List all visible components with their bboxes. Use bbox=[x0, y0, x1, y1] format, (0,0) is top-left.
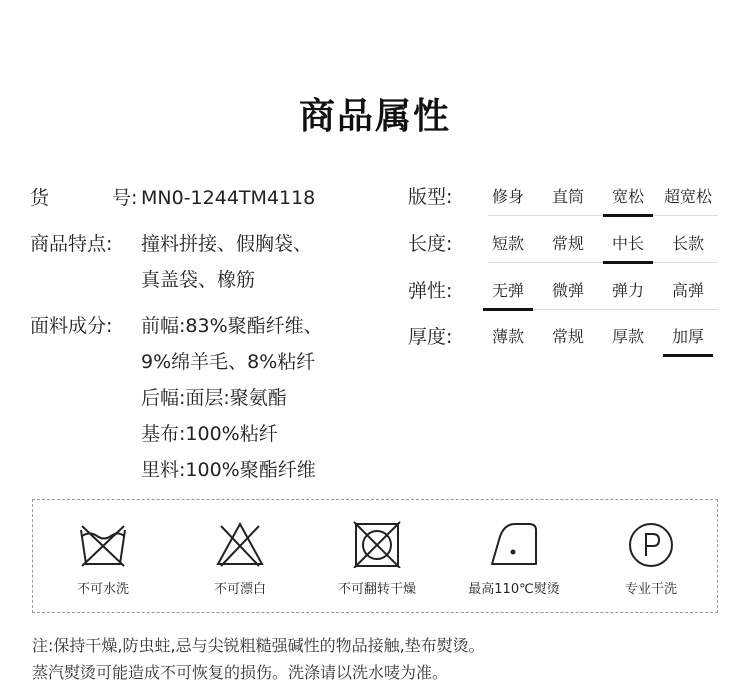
code-value: MN0-1244TM4118 bbox=[141, 187, 316, 209]
attr-option: 微弹 bbox=[551, 281, 584, 300]
attr-option: 修身 bbox=[491, 187, 524, 206]
attr-option: 无弹 bbox=[478, 272, 538, 310]
spec-row-features bbox=[30, 226, 323, 298]
care-item bbox=[170, 500, 310, 614]
care-item bbox=[307, 500, 447, 614]
attr-option: 直筒 bbox=[551, 187, 584, 206]
no-tumble-dry-icon bbox=[352, 520, 402, 568]
attr-label: 版型: bbox=[408, 186, 453, 208]
attr-option: 加厚 bbox=[658, 318, 718, 356]
spec-row-code bbox=[30, 180, 323, 216]
attr-option: 薄款 bbox=[491, 327, 524, 346]
care-label: 专业干洗 bbox=[624, 582, 677, 597]
features-line: 撞料拼接、假胸袋、 bbox=[141, 233, 313, 255]
attr-row-thickness bbox=[408, 318, 718, 356]
care-item bbox=[444, 500, 584, 614]
note-line: 注:保持干燥,防虫蛀,忌与尖锐粗糙强碱性的物品接触,垫布熨烫。 bbox=[32, 636, 485, 655]
attr-option: 弹力 bbox=[611, 281, 644, 300]
attr-option: 高弹 bbox=[671, 281, 704, 300]
no-wash-icon bbox=[78, 520, 128, 568]
code-label-a: 货 bbox=[30, 187, 50, 209]
composition-line: 后幅:面层:聚氨酯 bbox=[141, 387, 287, 409]
note-line: 蒸汽熨烫可能造成不可恢复的损伤。洗涤请以洗水唛为准。 bbox=[32, 663, 449, 682]
composition-line: 里料:100%聚酯纤维 bbox=[141, 459, 316, 481]
attr-option: 中长 bbox=[598, 225, 658, 263]
attr-option: 宽松 bbox=[598, 178, 658, 216]
attr-option: 超宽松 bbox=[663, 187, 712, 206]
features-label: 商品特点: bbox=[30, 233, 113, 255]
spec-row-composition bbox=[30, 308, 323, 488]
attr-label: 弹性: bbox=[408, 280, 453, 302]
page-title: 商品属性 bbox=[298, 96, 451, 137]
composition-line: 9%绵羊毛、8%粘纤 bbox=[141, 351, 316, 373]
no-bleach-icon bbox=[215, 520, 265, 568]
care-label: 不可翻转干燥 bbox=[337, 582, 416, 597]
attr-label: 厚度: bbox=[408, 326, 453, 348]
care-box bbox=[32, 499, 718, 613]
care-item bbox=[581, 500, 721, 614]
composition-line: 基布:100%粘纤 bbox=[141, 423, 278, 445]
attr-option: 常规 bbox=[551, 327, 584, 346]
attr-row-fit bbox=[408, 178, 718, 216]
care-label: 不可水洗 bbox=[76, 582, 129, 597]
composition-line: 前幅:83%聚酯纤维、 bbox=[141, 315, 323, 337]
attr-row-stretch bbox=[408, 272, 718, 310]
care-label: 不可漂白 bbox=[213, 582, 266, 597]
care-note bbox=[32, 632, 485, 686]
attr-option: 短款 bbox=[491, 234, 524, 253]
features-line: 真盖袋、橡筋 bbox=[141, 269, 256, 291]
composition-label: 面料成分: bbox=[30, 315, 113, 337]
attr-label: 长度: bbox=[408, 233, 453, 255]
attr-option: 厚款 bbox=[611, 327, 644, 346]
attr-option: 常规 bbox=[551, 234, 584, 253]
attr-row-length bbox=[408, 225, 718, 263]
iron-110-icon bbox=[489, 520, 539, 568]
dry-clean-p-icon bbox=[626, 520, 676, 568]
attr-option: 长款 bbox=[671, 234, 704, 253]
care-item bbox=[33, 500, 173, 614]
care-label: 最高110℃熨烫 bbox=[468, 582, 560, 597]
spec-list bbox=[30, 180, 323, 488]
code-label-b: 号: bbox=[112, 187, 138, 209]
